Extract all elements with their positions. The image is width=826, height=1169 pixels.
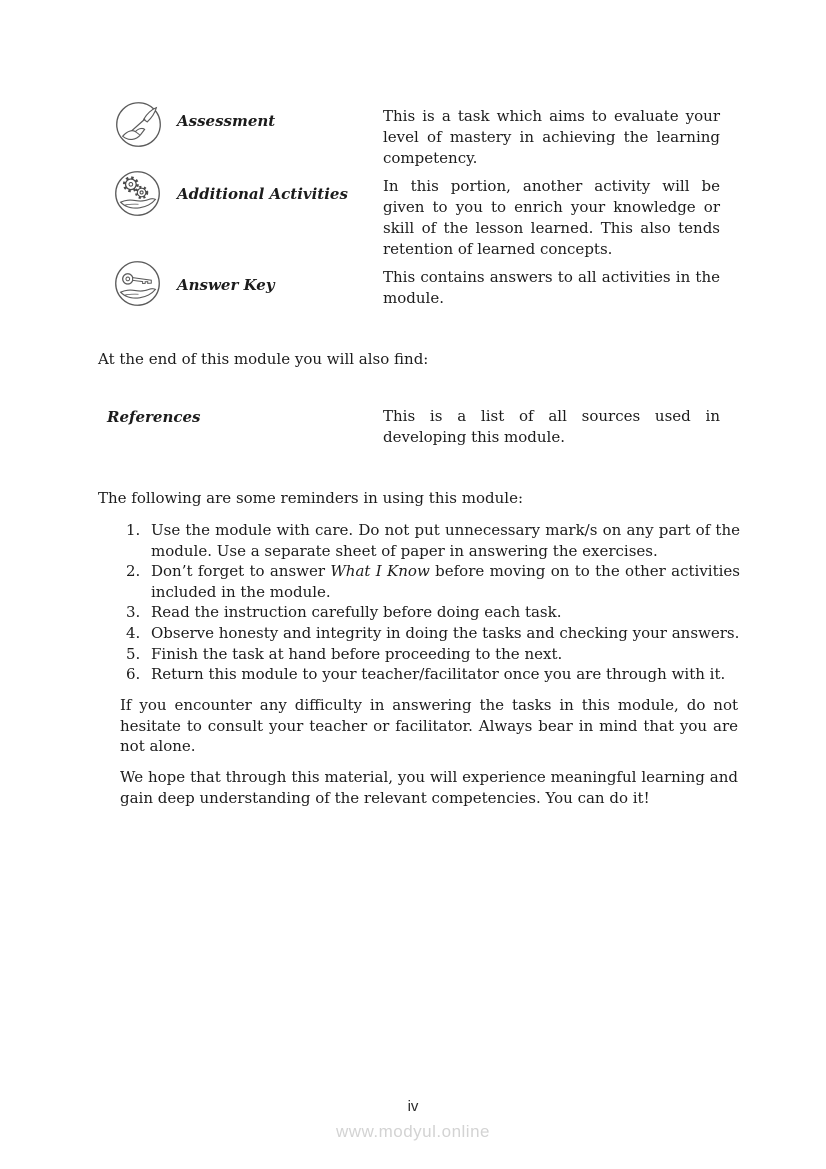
item-text: Read the instruction carefully before doing each task. bbox=[151, 603, 562, 622]
item-number: 5. bbox=[126, 644, 141, 663]
item-text: Use the module with care. Do not put unnecessary mark/s on any part of the module. Use a separate sheet of paper in answering the exercises. bbox=[151, 521, 740, 560]
item-number: 4. bbox=[126, 623, 141, 642]
additional-activities-description: In this portion, another activity will be given to you to enrich your knowledge or skill of the lesson learned. This also tends retention of learned concepts. bbox=[383, 177, 720, 258]
list-item bbox=[126, 623, 740, 644]
list-item bbox=[126, 520, 740, 561]
reminders-heading: The following are some reminders in using this module: bbox=[98, 489, 523, 507]
item-number: 1. bbox=[126, 521, 141, 539]
item-text-post: before moving on to the other activities included in the module. bbox=[151, 562, 741, 601]
additional-activities-label: Additional Activities bbox=[177, 185, 348, 203]
item-number: 6. bbox=[126, 665, 141, 684]
item-text: Return this module to your teacher/facilitator once you are through with it. bbox=[151, 665, 726, 684]
list-item bbox=[126, 644, 740, 665]
assessment-label: Assessment bbox=[177, 112, 276, 130]
item-text-italic: What I Know bbox=[330, 562, 430, 581]
references-label: References bbox=[107, 408, 201, 426]
page-number: iv bbox=[407, 1098, 419, 1115]
watermark: www.modyul.online bbox=[335, 1122, 490, 1141]
list-item bbox=[126, 664, 740, 685]
key-hand-icon bbox=[114, 260, 161, 307]
item-text: Finish the task at hand before proceeding to the next. bbox=[151, 644, 563, 663]
paragraph: If you encounter any difficulty in answering the tasks in this module, do not hesitate to consult your teacher or facilitator. Always bear in mind that you are not alone. bbox=[120, 696, 738, 756]
intro-text: At the end of this module you will also find: bbox=[98, 350, 429, 368]
list-item bbox=[126, 561, 740, 602]
gears-hand-icon bbox=[114, 170, 161, 217]
assessment-description: This is a task which aims to evaluate your level of mastery in achieving the learning competency. bbox=[383, 107, 720, 167]
answer-key-label: Answer Key bbox=[177, 276, 275, 294]
reminders-list bbox=[126, 520, 740, 685]
item-text: Observe honesty and integrity in doing the tasks and checking your answers. bbox=[151, 623, 740, 642]
item-number: 3. bbox=[126, 603, 141, 622]
references-description: This is a list of all sources used in developing this module. bbox=[383, 407, 720, 446]
item-number: 2. bbox=[126, 562, 141, 581]
list-item bbox=[126, 602, 740, 623]
answer-key-description: This contains answers to all activities in the module. bbox=[383, 268, 720, 307]
paragraph: We hope that through this material, you will experience meaningful learning and gain deep understanding of the relevant competencies. You can do it! bbox=[120, 768, 738, 807]
pen-hand-icon bbox=[115, 101, 162, 148]
item-text-pre: Don’t forget to answer bbox=[151, 562, 331, 581]
